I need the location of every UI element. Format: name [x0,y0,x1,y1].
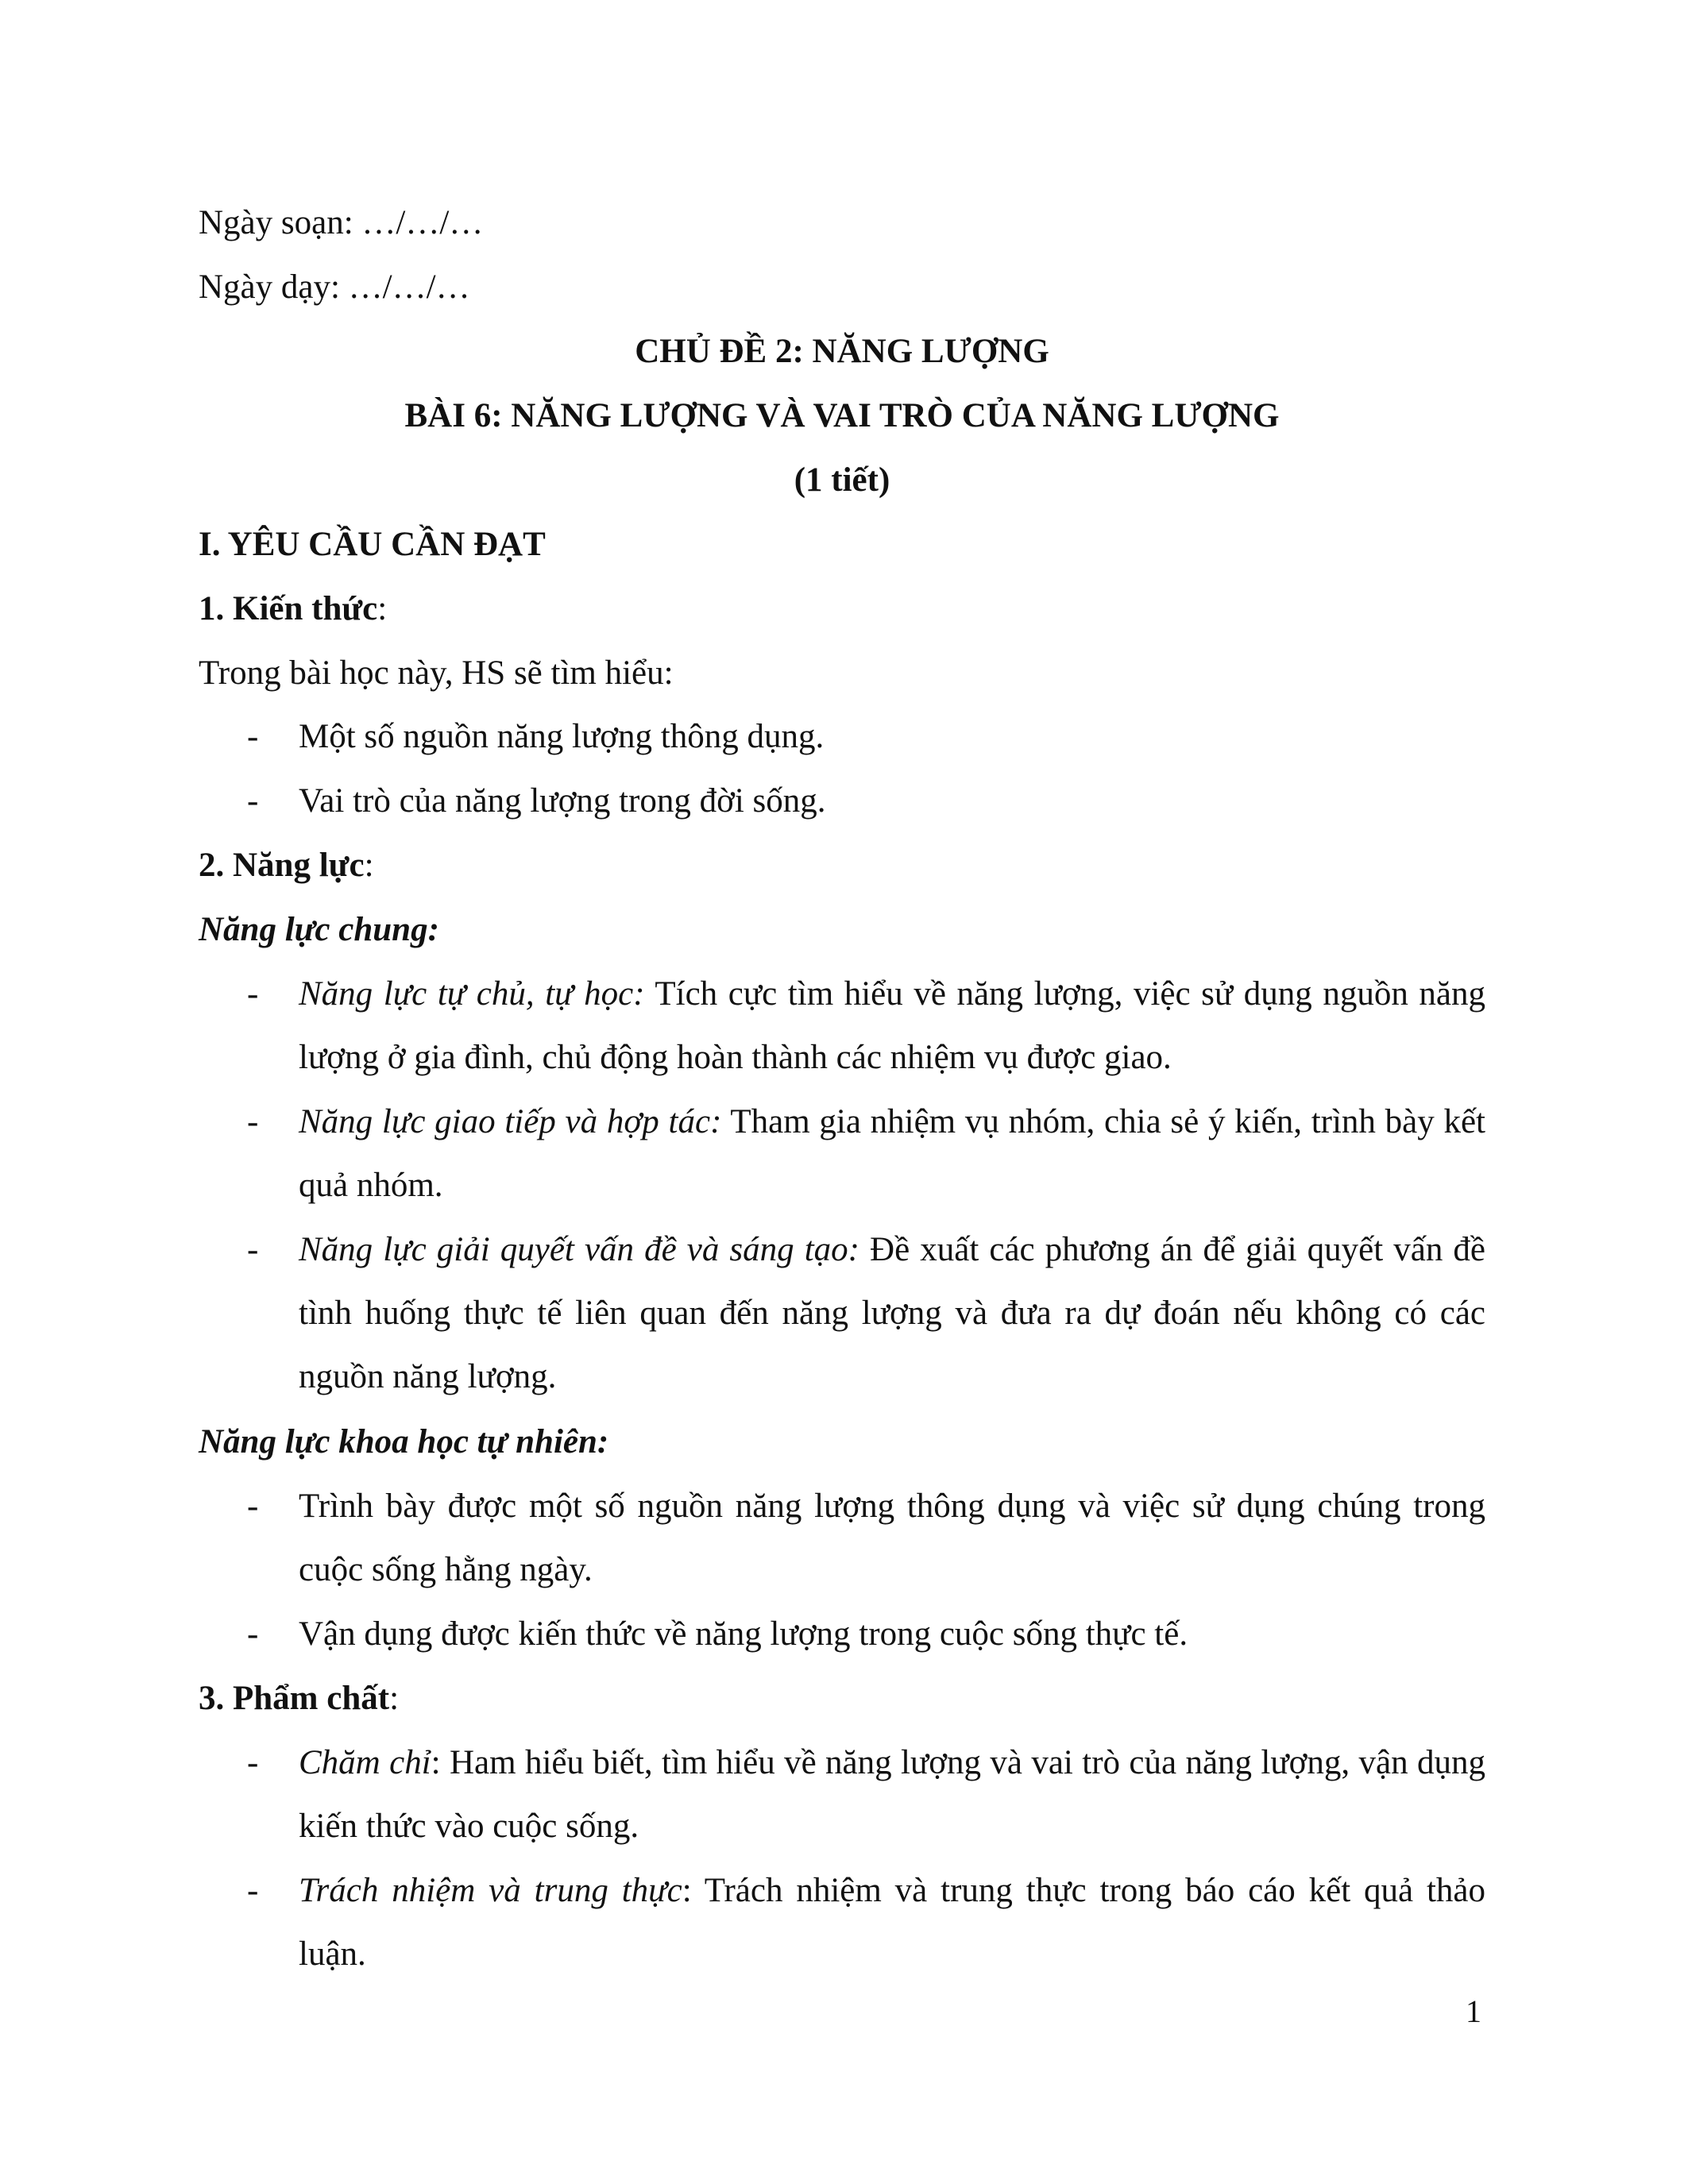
knowledge-item: Vai trò của năng lượng trong đời sống. [299,782,826,820]
ngay-day: Ngày dạy: …/…/… [199,268,470,306]
competence-heading-colon: : [364,847,374,884]
qualities-heading-label: 3. Phẩm chất [199,1680,390,1717]
qualities-heading [199,1677,399,1721]
general-competence-item [299,963,1485,1090]
competence-heading [199,843,374,888]
science-competence-heading: Năng lực khoa học tự nhiên: [199,1423,609,1461]
item-label: Trách nhiệm và trung thực [299,1872,682,1909]
knowledge-heading-colon: : [377,590,388,627]
knowledge-item: Một số nguồn năng lượng thông dụng. [299,718,825,755]
item-text: Tham gia nhiệm vụ nhóm, chia sẻ ý kiến, trình bày kết quả nhóm. [299,1103,1485,1204]
general-competence-item [299,1218,1485,1409]
bullet-dash: - [247,718,259,755]
page-number: 1 [1466,1993,1481,2029]
topic-title: CHỦ ĐỀ 2: NĂNG LƯỢNG [635,333,1049,370]
item-text: Tích cực tìm hiểu về năng lượng, việc sử dụng nguồn năng lượng ở gia đình, chủ động hoàn thành các nhiệm vụ được giao. [299,975,1485,1076]
general-competence-item [299,1090,1485,1217]
lesson-duration: (1 tiết) [794,461,890,499]
quality-item [299,1859,1485,1986]
knowledge-heading-label: 1. Kiến thức [199,590,378,627]
bullet-dash: - [247,1615,259,1653]
bullet-dash: - [247,1744,259,1781]
item-text: Đề xuất các phương án để giải quyết vấn đề tình huống thực tế liên quan đến năng lượng và đưa ra dự đoán nếu không có các nguồn năng lượng. [299,1231,1485,1395]
bullet-dash: - [247,1103,259,1140]
ngay-soan: Ngày soạn: …/…/… [199,204,484,241]
knowledge-heading [199,587,387,631]
item-label: Chăm chỉ [299,1744,431,1781]
bullet-dash: - [247,1231,259,1268]
qualities-heading-colon: : [389,1680,400,1717]
bullet-dash: - [247,975,259,1013]
item-text: : Ham hiểu biết, tìm hiểu về năng lượng và vai trò của năng lượng, vận dụng kiến thức vào cuộc sống. [299,1744,1485,1845]
knowledge-intro: Trong bài học này, HS sẽ tìm hiểu: [199,654,674,692]
item-text: : Trách nhiệm và trung thực trong báo cáo kết quả thảo luận. [299,1872,1485,1973]
science-competence-item: Vận dụng được kiến thức về năng lượng trong cuộc sống thực tế. [299,1615,1188,1653]
lesson-title: BÀI 6: NĂNG LƯỢNG VÀ VAI TRÒ CỦA NĂNG LƯỢNG [404,397,1280,434]
section-heading-requirements: I. YÊU CẦU CẦN ĐẠT [199,526,546,563]
item-label: Năng lực giao tiếp và hợp tác: [299,1103,722,1140]
bullet-dash: - [247,1488,259,1525]
quality-item [299,1731,1485,1858]
science-competence-item: Trình bày được một số nguồn năng lượng thông dụng và việc sử dụng chúng trong cuộc sống hằng ngày. [299,1488,1485,1588]
item-label: Năng lực tự chủ, tự học: [299,975,645,1013]
bullet-dash: - [247,1872,259,1909]
competence-heading-label: 2. Năng lực [199,847,365,884]
item-label: Năng lực giải quyết vấn đề và sáng tạo: [299,1231,859,1268]
bullet-dash: - [247,782,259,820]
general-competence-heading: Năng lực chung: [199,911,439,948]
